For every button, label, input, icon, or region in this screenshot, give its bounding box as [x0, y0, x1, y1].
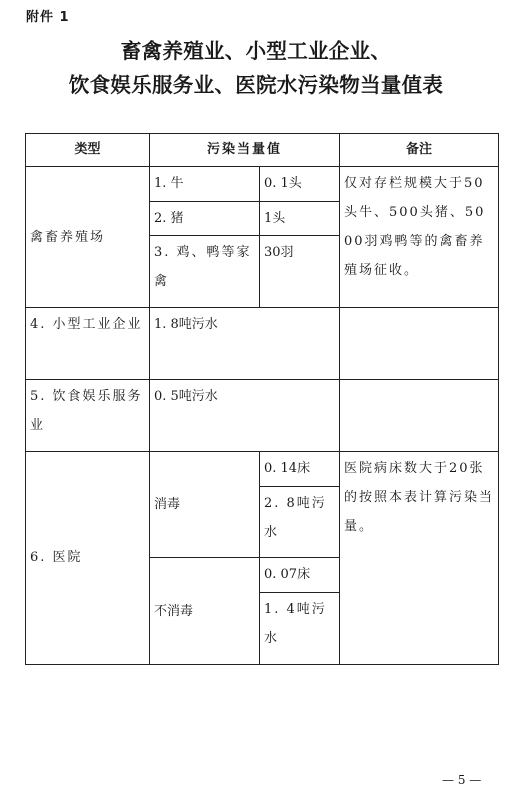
livestock-value-pig: 1头 — [260, 201, 340, 236]
livestock-item-poultry: 3. 鸡、鸭等家禽 — [150, 236, 260, 308]
livestock-item-cattle: 1. 牛 — [150, 166, 260, 201]
hospital-label: 6. 医院 — [26, 451, 150, 664]
header-note: 备注 — [340, 134, 499, 167]
small-industry-value: 1. 8吨污水 — [150, 308, 340, 380]
hospital-no-disinfect-value-water: 1. 4吨污水 — [260, 593, 340, 665]
livestock-note: 仅对存栏规模大于50头牛、500头猪、5000羽鸡鸭等的禽畜养殖场征收。 — [340, 166, 499, 307]
header-equivalent-value: 污染当量值 — [150, 134, 340, 167]
hospital-no-disinfect-label: 不消毒 — [150, 558, 260, 665]
livestock-value-poultry: 30羽 — [260, 236, 340, 308]
pollutant-equivalent-table — [25, 133, 499, 665]
livestock-label: 禽畜养殖场 — [26, 166, 150, 307]
page-number: — 5 — — [442, 773, 482, 787]
page-title-line-2: 饮食娱乐服务业、医院水污染物当量值表 — [68, 73, 444, 97]
small-industry-note — [340, 308, 499, 380]
page-title-line-1: 畜禽养殖业、小型工业企业、 — [120, 39, 392, 63]
catering-label: 5. 饮食娱乐服务业 — [26, 379, 150, 451]
catering-value: 0. 5吨污水 — [150, 379, 340, 451]
hospital-disinfect-value-bed: 0. 14床 — [260, 451, 340, 486]
small-industry-label: 4. 小型工业企业 — [26, 308, 150, 380]
hospital-no-disinfect-value-bed: 0. 07床 — [260, 558, 340, 593]
hospital-note: 医院病床数大于20张的按照本表计算污染当量。 — [340, 451, 499, 664]
hospital-disinfect-value-water: 2. 8吨污水 — [260, 486, 340, 558]
livestock-item-pig: 2. 猪 — [150, 201, 260, 236]
header-type: 类型 — [26, 134, 150, 167]
attachment-label: 附件 1 — [26, 10, 70, 25]
catering-note — [340, 379, 499, 451]
hospital-disinfect-label: 消毒 — [150, 451, 260, 558]
livestock-value-cattle: 0. 1头 — [260, 166, 340, 201]
